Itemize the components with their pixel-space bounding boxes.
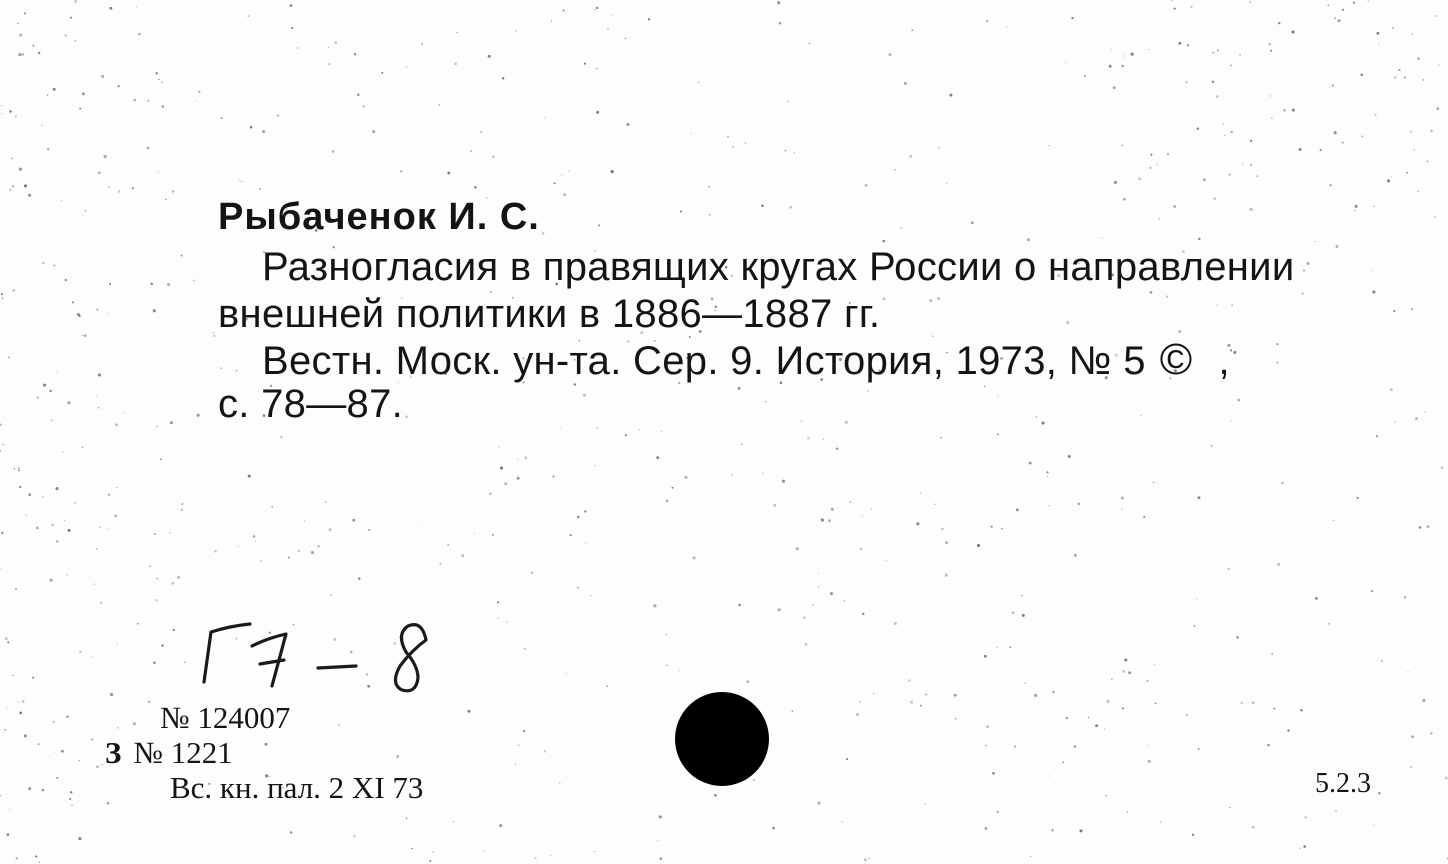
title-line-1: Разногласия в правящих кругах России о направлении (262, 245, 1295, 289)
book-chamber-stamp: Вс. кн. пал. 2 XI 73 (170, 770, 424, 805)
source-comma: , (1218, 339, 1230, 383)
title-line-2: внешней политики в 1886—1887 гг. (218, 292, 881, 336)
source-line-1 (262, 335, 1230, 385)
record-number: № 124007 (160, 700, 291, 735)
punch-hole (675, 692, 769, 786)
author-name: Рыбаченок И. С. (218, 196, 540, 238)
copyright-mark: © (1159, 335, 1193, 384)
order-number-value: № 1221 (133, 735, 233, 770)
order-number (105, 735, 233, 771)
source-citation: Вестн. Моск. ун-та. Сер. 9. История, 1973, № 5 (262, 339, 1146, 383)
classification-code: 5.2.3 (1315, 768, 1371, 799)
order-prefix: З (105, 735, 122, 770)
handwritten-shelf-code (190, 610, 450, 700)
source-pages: с. 78—87. (218, 382, 404, 426)
